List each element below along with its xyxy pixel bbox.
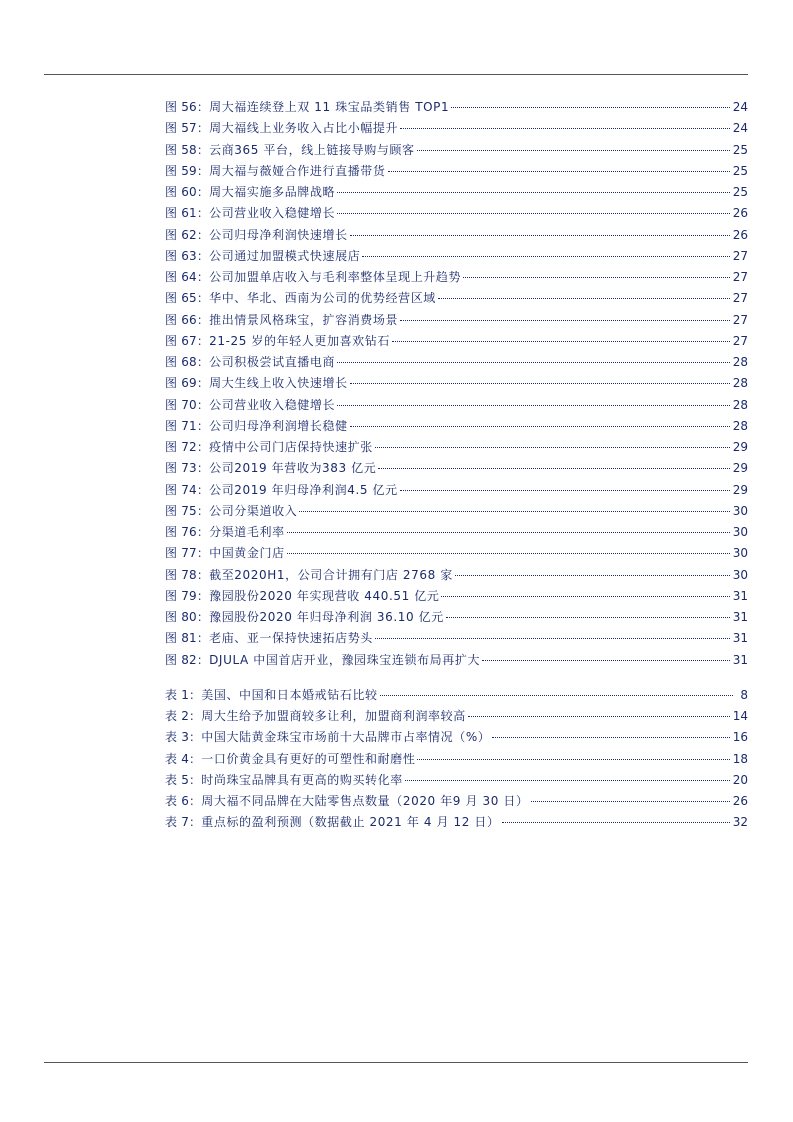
figure-title: 老庙、亚一保持快速拓店势头 xyxy=(209,631,373,646)
dot-leader xyxy=(337,361,730,363)
figure-toc-entry[interactable] xyxy=(165,437,748,458)
dot-leader xyxy=(438,297,730,299)
page-number: 31 xyxy=(732,652,748,667)
figure-label: 图 60： xyxy=(165,185,210,199)
dot-leader xyxy=(337,212,730,214)
figure-toc-entry[interactable] xyxy=(165,225,748,246)
figure-toc-entry[interactable] xyxy=(165,331,748,352)
page-number: 29 xyxy=(732,440,748,454)
dot-leader xyxy=(380,694,733,696)
page-number: 27 xyxy=(732,248,748,263)
dot-leader xyxy=(405,779,730,781)
table-label: 表 3： xyxy=(165,730,202,745)
figure-toc-entry[interactable] xyxy=(165,458,748,479)
figure-label: 图 80： xyxy=(165,610,210,624)
header-rule xyxy=(44,74,748,75)
figure-label: 图 79： xyxy=(165,588,210,603)
figure-toc-entry[interactable] xyxy=(165,395,748,416)
figure-title: 分渠道毛利率 xyxy=(209,525,285,539)
table-title: 重点标的盈利预测（数据截止 2021 年 4 月 12 日） xyxy=(201,815,500,830)
page-number: 14 xyxy=(732,709,748,723)
dot-leader xyxy=(400,489,730,491)
table-label: 表 4： xyxy=(165,751,202,766)
dot-leader xyxy=(492,736,729,738)
figure-toc-entry[interactable] xyxy=(165,118,748,139)
dot-leader xyxy=(451,106,729,108)
figure-title: 截至2020H1，公司合计拥有门店 2768 家 xyxy=(209,567,453,582)
page-number: 30 xyxy=(732,525,748,539)
dot-leader xyxy=(375,637,730,639)
figure-label: 图 65： xyxy=(165,291,210,306)
figure-label: 图 57： xyxy=(165,121,210,136)
page-number: 24 xyxy=(732,100,748,114)
table-title: 周大生给予加盟商较多让利，加盟商利润率较高 xyxy=(201,709,466,723)
table-toc-entry[interactable] xyxy=(165,791,748,812)
page-number: 27 xyxy=(732,333,748,348)
figure-label: 图 70： xyxy=(165,397,210,412)
page-number: 26 xyxy=(732,206,748,221)
figure-toc-entry[interactable] xyxy=(165,373,748,394)
dot-leader xyxy=(463,276,730,278)
figure-toc-entry[interactable] xyxy=(165,607,748,628)
page-number: 16 xyxy=(732,730,748,745)
dot-leader xyxy=(337,191,730,193)
dot-leader xyxy=(375,446,730,448)
figure-toc-entry[interactable] xyxy=(165,352,748,373)
figure-label: 图 66： xyxy=(165,312,210,327)
dot-leader xyxy=(502,821,730,823)
page-number: 28 xyxy=(732,397,748,412)
figure-title: 疫情中公司门店保持快速扩张 xyxy=(209,440,373,454)
page-number: 29 xyxy=(732,482,748,497)
table-of-contents xyxy=(165,97,748,834)
table-list xyxy=(165,685,748,834)
figure-title: 周大福与薇娅合作进行直播带货 xyxy=(209,163,386,178)
dot-leader xyxy=(417,149,730,151)
figure-toc-entry[interactable] xyxy=(165,246,748,267)
page-number: 25 xyxy=(732,142,748,157)
page-number: 28 xyxy=(732,418,748,433)
figure-title: 公司归母净利润增长稳健 xyxy=(209,418,348,433)
figure-toc-entry[interactable] xyxy=(165,97,748,118)
dot-leader xyxy=(468,715,730,717)
figure-label: 图 75： xyxy=(165,503,210,518)
figure-toc-entry[interactable] xyxy=(165,565,748,586)
figure-title: 豫园股份2020 年实现营收 440.51 亿元 xyxy=(209,588,440,603)
figure-label: 图 82： xyxy=(165,652,210,667)
figure-toc-entry[interactable] xyxy=(165,140,748,161)
figure-toc-entry[interactable] xyxy=(165,501,748,522)
page-number: 20 xyxy=(732,772,748,787)
dot-leader xyxy=(378,467,729,469)
page-number: 28 xyxy=(732,355,748,369)
figure-title: 公司加盟单店收入与毛利率整体呈现上升趋势 xyxy=(209,270,462,284)
dot-leader xyxy=(441,595,729,597)
figure-title: 公司积极尝试直播电商 xyxy=(209,355,336,369)
page-number: 31 xyxy=(732,631,748,646)
figure-title: 公司2019 年归母净利润4.5 亿元 xyxy=(209,482,398,497)
figure-title: 公司营业收入稳健增长 xyxy=(209,206,336,221)
figure-title: 公司通过加盟模式快速展店 xyxy=(209,248,361,263)
figure-title: 周大生线上收入快速增长 xyxy=(209,376,348,391)
figure-label: 图 59： xyxy=(165,163,210,178)
figure-title: 公司分渠道收入 xyxy=(209,503,298,518)
table-toc-entry[interactable] xyxy=(165,706,748,727)
dot-leader xyxy=(446,616,730,618)
figure-title: 中国黄金门店 xyxy=(209,546,285,561)
figure-toc-entry[interactable] xyxy=(165,543,748,564)
figure-label: 图 72： xyxy=(165,440,210,454)
dot-leader xyxy=(350,382,730,384)
figure-title: 周大福连续登上双 11 珠宝品类销售 TOP1 xyxy=(209,100,450,114)
figure-label: 图 76： xyxy=(165,525,210,539)
figure-toc-entry[interactable] xyxy=(165,650,748,671)
figure-label: 图 67： xyxy=(165,333,210,348)
table-title: 美国、中国和日本婚戒钻石比较 xyxy=(201,687,378,702)
figure-title: 21-25 岁的年轻人更加喜欢钻石 xyxy=(209,333,390,348)
page-number: 26 xyxy=(732,794,748,808)
dot-leader xyxy=(400,127,730,129)
figure-toc-entry[interactable] xyxy=(165,416,748,437)
figure-title: 周大福实施多品牌战略 xyxy=(209,185,336,199)
figure-label: 图 56： xyxy=(165,100,210,114)
dot-leader xyxy=(362,255,729,257)
table-toc-entry[interactable] xyxy=(165,770,748,791)
figure-title: 公司营业收入稳健增长 xyxy=(209,397,336,412)
figure-toc-entry[interactable] xyxy=(165,310,748,331)
page-number: 27 xyxy=(732,312,748,327)
page-number: 30 xyxy=(732,503,748,518)
figure-label: 图 58： xyxy=(165,142,210,157)
figure-toc-entry[interactable] xyxy=(165,203,748,224)
page-number: 25 xyxy=(732,163,748,178)
page-number: 25 xyxy=(732,185,748,199)
figure-label: 图 63： xyxy=(165,248,210,263)
figure-label: 图 68： xyxy=(165,355,210,369)
page-number: 27 xyxy=(732,270,748,284)
dot-leader xyxy=(400,319,730,321)
figure-title: 豫园股份2020 年归母净利润 36.10 亿元 xyxy=(209,610,444,624)
figure-title: 公司归母净利润快速增长 xyxy=(209,227,348,242)
figure-label: 图 74： xyxy=(165,482,210,497)
page-number: 31 xyxy=(732,610,748,624)
figure-toc-entry[interactable] xyxy=(165,288,748,309)
dot-leader xyxy=(299,510,729,512)
figure-label: 图 73： xyxy=(165,461,210,476)
figure-label: 图 61： xyxy=(165,206,210,221)
table-toc-entry[interactable] xyxy=(165,749,748,770)
figure-title: 推出情景风格珠宝，扩容消费场景 xyxy=(209,312,399,327)
page-number: 30 xyxy=(732,546,748,561)
footer-rule xyxy=(44,1062,748,1063)
dot-leader xyxy=(337,404,730,406)
page-number: 29 xyxy=(732,461,748,476)
figure-label: 图 77： xyxy=(165,546,210,561)
figure-title: 华中、华北、西南为公司的优势经营区域 xyxy=(209,291,436,306)
figure-toc-entry[interactable] xyxy=(165,586,748,607)
table-label: 表 6： xyxy=(165,794,202,808)
figure-toc-entry[interactable] xyxy=(165,480,748,501)
page-number: 8 xyxy=(740,687,748,702)
figure-label: 图 81： xyxy=(165,631,210,646)
figure-label: 图 71： xyxy=(165,418,210,433)
page-number: 30 xyxy=(732,567,748,582)
figure-toc-entry[interactable] xyxy=(165,161,748,182)
dot-leader xyxy=(531,800,730,802)
table-label: 表 2： xyxy=(165,709,202,723)
figure-title: 周大福线上业务收入占比小幅提升 xyxy=(209,121,399,136)
page-number: 26 xyxy=(732,227,748,242)
figure-label: 图 62： xyxy=(165,227,210,242)
table-toc-entry[interactable] xyxy=(165,685,748,706)
dot-leader xyxy=(392,340,730,342)
figure-label: 图 69： xyxy=(165,376,210,391)
dot-leader xyxy=(388,170,730,172)
table-title: 时尚珠宝品牌具有更高的购买转化率 xyxy=(201,772,403,787)
figure-list xyxy=(165,97,748,671)
table-label: 表 1： xyxy=(165,687,202,702)
table-label: 表 5： xyxy=(165,772,202,787)
page-number: 32 xyxy=(732,815,748,830)
dot-leader xyxy=(455,574,730,576)
figure-label: 图 78： xyxy=(165,567,210,582)
page-number: 31 xyxy=(732,588,748,603)
figure-title: DJULA 中国首店开业，豫园珠宝连锁布局再扩大 xyxy=(209,652,481,667)
dot-leader xyxy=(417,758,729,760)
table-title: 中国大陆黄金珠宝市场前十大品牌市占率情况（%） xyxy=(201,730,491,745)
page-number: 24 xyxy=(732,121,748,136)
table-title: 周大福不同品牌在大陆零售点数量（2020 年9 月 30 日） xyxy=(201,794,529,808)
table-toc-entry[interactable] xyxy=(165,727,748,748)
table-title: 一口价黄金具有更好的可塑性和耐磨性 xyxy=(201,751,416,766)
table-label: 表 7： xyxy=(165,815,202,830)
figure-toc-entry[interactable] xyxy=(165,182,748,203)
figure-title: 公司2019 年营收为383 亿元 xyxy=(209,461,377,476)
dot-leader xyxy=(350,425,730,427)
dot-leader xyxy=(287,531,730,533)
dot-leader xyxy=(350,234,730,236)
figure-title: 云商365 平台，线上链接导购与顾客 xyxy=(209,142,415,157)
figure-toc-entry[interactable] xyxy=(165,267,748,288)
figure-label: 图 64： xyxy=(165,270,210,284)
page-number: 27 xyxy=(732,291,748,306)
figure-toc-entry[interactable] xyxy=(165,628,748,649)
page-number: 28 xyxy=(732,376,748,391)
figure-toc-entry[interactable] xyxy=(165,522,748,543)
dot-leader xyxy=(287,552,730,554)
table-toc-entry[interactable] xyxy=(165,812,748,833)
page-number: 18 xyxy=(732,751,748,766)
dot-leader xyxy=(482,659,730,661)
